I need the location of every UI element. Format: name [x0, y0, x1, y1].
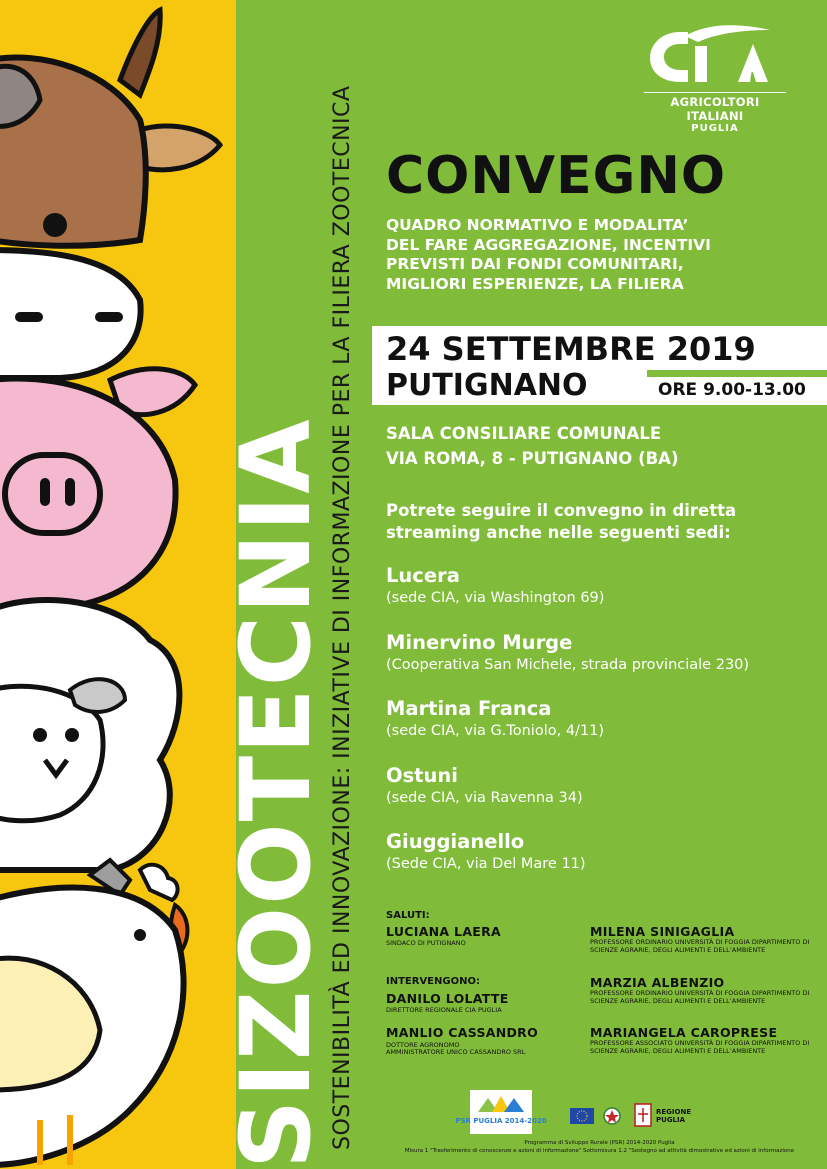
subtitle-line: MIGLIORI ESPERIENZE, LA FILIERA	[386, 274, 684, 293]
speaker-role: PROFESSORE ORDINARIO UNIVERSITÀ DI FOGGIA DIPARTIMENTO DI SCIENZE AGRARIE, DEGLI ALIMENTI E DELL’AMBIENTE	[590, 938, 810, 954]
cia-logo-icon	[640, 22, 790, 86]
pig-icon	[0, 369, 195, 608]
event-place: PUTIGNANO	[386, 368, 588, 403]
subtitle-line: DEL FARE AGGREGAZIONE, INCENTIVI	[386, 235, 711, 254]
speaker-name: MILENA SINIGAGLIA	[590, 924, 735, 939]
subtitle-line: PREVISTI DAI FONDI COMUNITARI,	[386, 255, 684, 273]
list-item	[386, 631, 826, 698]
funding-logos	[455, 1090, 710, 1135]
speaker-name: LUCIANA LAERA	[386, 924, 502, 939]
speaker-role: PROFESSORE ORDINARIO UNIVERSITÀ DI FOGGIA DIPARTIMENTO DI SCIENZE AGRARIE, DEGLI ALIMENTI E DELL’AMBIENTE	[590, 989, 810, 1005]
site-name: Minervino Murge	[386, 630, 573, 654]
streaming-line: streaming anche nelle seguenti sedi:	[386, 523, 731, 542]
speaker-role: PROFESSORE ASSOCIATO UNIVERSITÀ DI FOGGIA DIPARTIMENTO DI SCIENZE AGRARIE, DEGLI ALIMENTI E DELL’AMBIENTE	[590, 1039, 810, 1055]
psr-puglia-logo	[455, 1090, 546, 1134]
speaker-name: DANILO LOLATTE	[386, 991, 509, 1006]
sheep-icon	[0, 600, 179, 870]
site-address: (sede CIA, via Ravenna 34)	[386, 789, 583, 806]
speaker-name: MARIANGELA CAROPRESE	[590, 1025, 778, 1040]
list-item	[386, 830, 826, 897]
site-address: (Sede CIA, via Del Mare 11)	[386, 856, 586, 872]
event-title: CONVEGNO	[386, 146, 727, 206]
streaming-note	[386, 500, 826, 544]
venue-name: SALA CONSILIARE COMUNALE	[386, 424, 662, 443]
italy-emblem-icon	[604, 1108, 620, 1124]
list-item	[386, 697, 826, 764]
footer-line: Programma di Sviluppo Rurale (PSR) 2014-2020 Puglia	[524, 1140, 675, 1146]
site-address: (Cooperativa San Michele, strada provinciale 230)	[386, 656, 750, 673]
footer-logos	[455, 1090, 710, 1135]
site-name: Martina Franca	[386, 697, 552, 720]
event-venue	[386, 421, 679, 471]
speaker-name: MANLIO CASSANDRO	[386, 1025, 539, 1040]
speaker-role: DOTTORE AGRONOMO	[386, 1041, 460, 1049]
list-item	[386, 764, 826, 831]
saluti-label: SALUTI:	[386, 910, 430, 921]
subtitle-line: QUADRO NORMATIVO E MODALITA’	[386, 216, 689, 234]
site-address: (sede CIA, via G.Toniolo, 4/11)	[386, 723, 605, 739]
speaker-role: SINDACO DI PUTIGNANO	[386, 939, 466, 947]
speakers-section	[386, 910, 816, 1070]
psr-logo-text: PSR PUGLIA 2014-2020	[455, 1117, 547, 1125]
footer-line: Misura 1 "Trasferimento di conoscenze e azioni di informazione" Sottomisura 1.2 "Sostegno ad attività dimostrative ed azioni di informazione	[404, 1148, 795, 1154]
site-address: (sede CIA, via Washington 69)	[386, 590, 605, 606]
speaker-role: DIRETTORE REGIONALE CIA PUGLIA	[386, 1006, 502, 1014]
intervengono-label: INTERVENGONO:	[386, 976, 480, 987]
cow-icon	[0, 10, 220, 378]
project-tagline: SOSTENIBILITÀ ED INNOVAZIONE: INIZIATIVE DI INFORMAZIONE PER LA FILIERA ZOOTECNICA	[330, 85, 355, 1150]
logo-agricoltori: AGRICOLTORI ITALIANI	[670, 95, 760, 123]
eu-flag-icon	[570, 1108, 594, 1124]
sizootecnia-title: SIZOOTECNIA	[220, 417, 332, 1169]
site-name: Ostuni	[386, 763, 458, 787]
event-time: ORE 9.00-13.00	[658, 380, 806, 400]
streaming-line: Potrete seguire il convegno in diretta	[386, 501, 737, 520]
site-name: Lucera	[386, 564, 460, 587]
venue-address: VIA ROMA, 8 - PUTIGNANO (BA)	[386, 449, 679, 468]
regione-text: REGIONE	[656, 1108, 692, 1116]
site-name: Giuggianello	[386, 830, 525, 853]
speaker-role: AMMINISTRATORE UNICO CASSANDRO SRL	[386, 1048, 526, 1056]
logo-puglia: PUGLIA	[691, 123, 739, 134]
streaming-sites	[386, 564, 826, 897]
event-date: 24 SETTEMBRE 2019	[386, 330, 756, 368]
list-item	[386, 564, 826, 631]
footer-credits	[372, 1139, 827, 1155]
puglia-text: PUGLIA	[656, 1116, 686, 1124]
cia-logo	[640, 22, 790, 134]
regione-puglia-logo	[635, 1104, 691, 1126]
chicken-icon	[0, 860, 187, 1165]
logo-divider	[644, 92, 786, 93]
event-subtitle	[386, 216, 816, 294]
speaker-name: MARZIA ALBENZIO	[590, 975, 725, 990]
